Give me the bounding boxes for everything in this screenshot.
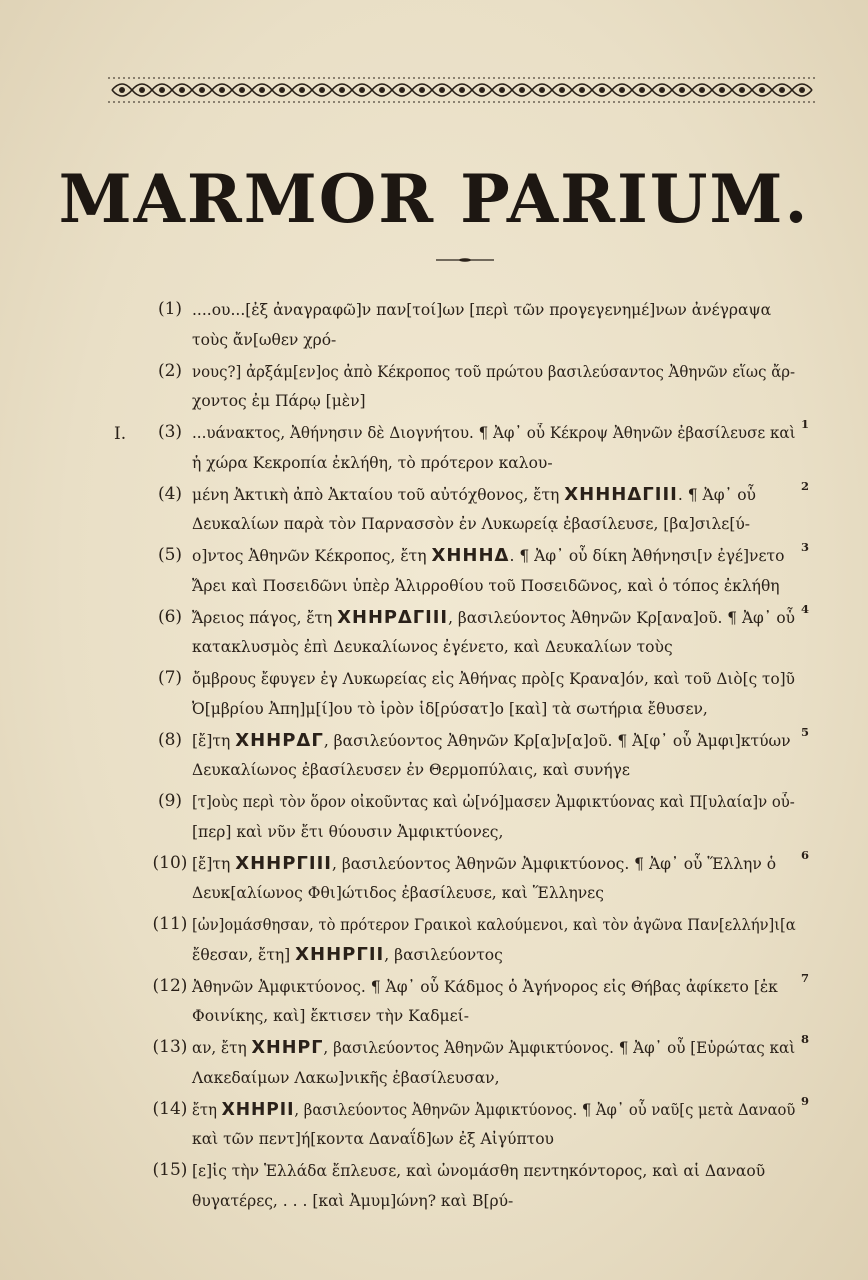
- line-text-pre: μένη Ἀκτικὴ ἀπὸ Ἀκταίου τοῦ αὐτόχθονος, ἔτη: [192, 485, 565, 504]
- line-text: [περ] καὶ νῦν ἔτι θύουσιν Ἀμφικτύονες,: [192, 822, 504, 841]
- line-text: θυγατέρες, . . . [καὶ Ἀμυμ]ώνη? καὶ Β[ρύ-: [192, 1191, 514, 1210]
- epoch-margin-number: 6: [801, 847, 810, 862]
- line-number: (8): [157, 729, 183, 750]
- line-text: Φοινίκης, καὶ] ἔκτισεν τὴν Καδμεί-: [192, 1007, 469, 1025]
- line-number: (15): [152, 1160, 188, 1180]
- inscription-line-continuation: [192, 1189, 513, 1213]
- inscription-line-continuation: [192, 1127, 554, 1151]
- inscription-line: [192, 790, 795, 814]
- line-text: [ε]ἰς τὴν Ἑλλάδα ἔπλευσε, καὶ ὠνομάσθη πεντηκόντορος, καὶ αἱ Δαναοῦ: [192, 1162, 766, 1180]
- acrophonic-numeral: ΧΗΗΡΓΙΙ: [295, 943, 385, 965]
- inscription-line-continuation: [192, 820, 503, 844]
- acrophonic-numeral: ΧΗΗΗΔ: [431, 545, 510, 566]
- inscription-line: [192, 975, 778, 999]
- epoch-margin-number: 5: [801, 724, 810, 739]
- inscription-line-continuation: [192, 758, 630, 782]
- inscription-line-continuation: [192, 881, 604, 905]
- inscription-line-continuation: [192, 1066, 500, 1090]
- page-title: MARMOR PARIUM.: [58, 160, 810, 238]
- line-text: Λακεδαίμων Λακω]νικῆς ἐβασίλευσαν,: [192, 1068, 500, 1087]
- epoch-margin-number: 8: [801, 1032, 810, 1046]
- line-text-pre: ο]ντος Ἀθηνῶν Κέκροπος, ἔτη: [192, 547, 432, 565]
- epoch-margin-number: 7: [801, 970, 810, 985]
- line-text-pre: ἔθεσαν, ἔτη]: [192, 945, 296, 964]
- inscription-line-continuation: [192, 574, 780, 598]
- line-number: (5): [157, 545, 183, 565]
- inscription-line-continuation: [192, 635, 673, 659]
- line-text-pre: [ἔ]τη: [192, 731, 236, 750]
- inscription-line: [192, 913, 796, 937]
- acrophonic-numeral: ΧΗΗΡΙΙ: [221, 1098, 295, 1120]
- line-text-pre: ἔτη: [192, 1100, 222, 1119]
- acrophonic-numeral: ΧΗΗΡΔΓ: [235, 729, 324, 751]
- line-text: ....ου...[ἐξ ἀναγραφῶ]ν παν[τοί]ων [περὶ τῶν προγεγενημέ]νων ἀνέγραψα: [192, 301, 772, 319]
- line-text: [τ]οὺς περὶ τὸν ὅρον οἰκοῦντας καὶ ὠ[νό]μασεν Ἀμφικτύονας καὶ Π[υλαία]ν οὗ-: [192, 793, 795, 811]
- line-number: (7): [157, 668, 183, 688]
- line-number: (3): [157, 422, 183, 442]
- acrophonic-numeral: ΧΗΗΡΔΓΙΙΙ: [337, 606, 449, 628]
- line-number: (14): [152, 1098, 188, 1119]
- inscription-line: [192, 421, 796, 445]
- line-text: Ἀθηνῶν Ἀμφικτύονος. ¶ Ἀφ᾽ οὗ Κάδμος ὁ Ἀγήνορος εἰς Θήβας ἀφίκετο [ἐκ: [192, 977, 778, 996]
- line-text-post: , βασιλεύοντος Ἀθηνῶν Κρ[α]ν[α]οῦ. ¶ Ἀ[φ᾽ οὗ Ἀμφι]κτύων: [323, 731, 791, 750]
- inscription-line-continuation: [192, 389, 366, 413]
- line-text: Δευκαλίωνος ἐβασίλευσεν ἐν Θερμοπύλαις, καὶ συνήγε: [192, 761, 630, 779]
- line-text-pre: Ἄρειος πάγος, ἔτη: [192, 608, 338, 627]
- line-text-post: , βασιλεύοντος: [384, 945, 503, 964]
- acrophonic-numeral: ΧΗΗΡΓ: [251, 1037, 324, 1058]
- inscription-line: [192, 852, 776, 876]
- line-number: (10): [152, 852, 188, 873]
- inscription-line-continuation: [192, 697, 708, 721]
- inscription-line: [192, 606, 795, 630]
- epoch-margin-number: 2: [801, 478, 810, 493]
- line-text-post: . ¶ Ἀφ᾽ οὗ: [677, 485, 756, 504]
- line-text: ...υάνακτος, Ἀθήνησιν δὲ Διογνήτου. ¶ Ἀφ᾽ οὗ Κέκροψ Ἀθηνῶν ἐβασίλευσε καὶ: [192, 424, 796, 442]
- epoch-margin-number: 1: [801, 417, 810, 431]
- line-text-post: . ¶ Ἀφ᾽ οὗ δίκη Ἀθήνησι[ν ἐγέ]νετο: [509, 547, 785, 565]
- line-number: (2): [157, 360, 183, 381]
- inscription-line-continuation: [192, 512, 750, 536]
- inscription-line: [192, 298, 771, 322]
- line-number: (1): [157, 299, 183, 319]
- line-number: (9): [157, 791, 183, 811]
- section-roman-numeral: I.: [114, 424, 127, 444]
- line-text-pre: αν, ἔτη: [192, 1039, 252, 1057]
- ornamental-border-icon: [108, 74, 816, 106]
- line-text: κατακλυσμὸς ἐπὶ Δευκαλίωνος ἐγένετο, καὶ Δευκαλίων τοὺς: [192, 638, 673, 656]
- inscription-line-continuation: [192, 943, 503, 967]
- inscription-line: [192, 1036, 795, 1060]
- epoch-margin-number: 3: [801, 540, 810, 554]
- line-text: χοντος ἐμ Πάρῳ [μὲν]: [192, 392, 366, 410]
- line-number: (12): [152, 975, 188, 996]
- line-number: (4): [157, 483, 183, 504]
- line-number: (11): [152, 914, 188, 934]
- line-text: ἡ χώρα Κεκροπία ἐκλήθη, τὸ πρότερον καλου-: [192, 453, 553, 472]
- line-text: ὄμβρους ἔφυγεν ἐγ Λυκωρείας εἰς Ἀθήνας πρὸ[ς Κρανα]όν, καὶ τοῦ Διὸ[ς το]ῦ: [192, 670, 795, 688]
- inscription-line: [192, 1098, 795, 1122]
- line-text: Δευκαλίων παρὰ τὸν Παρνασσὸν ἐν Λυκωρείᾳ ἐβασίλευσε, [βα]σιλε[ύ-: [192, 515, 751, 533]
- acrophonic-numeral: ΧΗΗΡΓΙΙΙ: [235, 852, 332, 874]
- inscription-line-continuation: [192, 328, 336, 352]
- line-text: Ὀ[μβρίου Ἀπη]μ[ί]ου τὸ ἱρὸν ἱδ[ρύσατ]ο [καὶ] τὰ σωτήρια ἔθυσεν,: [192, 699, 708, 718]
- inscription-line: [192, 1159, 765, 1183]
- inscription-line: [192, 729, 791, 753]
- line-text: [ὠν]ομάσθησαν, τὸ πρότερον Γραικοὶ καλούμενοι, καὶ τὸν ἀγῶνα Παν[ελλήν]ι[α: [192, 916, 796, 934]
- line-text-post: , βασιλεύοντος Ἀθηνῶν Ἀμφικτύονος. ¶ Ἀφ᾽ οὗ Ἕλλην ὁ: [331, 854, 777, 873]
- epoch-margin-number: 9: [801, 1093, 810, 1108]
- inscription-line: [192, 667, 795, 691]
- inscription-line-continuation: [192, 451, 553, 475]
- acrophonic-numeral: ΧΗΗΗΔΓΙΙΙ: [564, 483, 678, 505]
- line-number: (13): [152, 1037, 188, 1057]
- line-text-post: , βασιλεύοντος Ἀθηνῶν Ἀμφικτύονος. ¶ Ἀφ᾽ οὗ [Εὐρώτας καὶ: [323, 1039, 796, 1057]
- inscription-line: [192, 544, 784, 568]
- inscription-line: [192, 483, 756, 507]
- line-text: Ἄρει καὶ Ποσειδῶνι ὑπὲρ Ἁλιρροθίου τοῦ Ποσειδῶνος, καὶ ὁ τόπος ἐκλήθη: [192, 576, 780, 595]
- line-text-post: , βασιλεύοντος Ἀθηνῶν Ἀμφικτύονος. ¶ Ἀφ᾽ οὗ ναῦ[ς μετὰ Δαναοῦ: [294, 1100, 796, 1119]
- epoch-margin-number: 4: [801, 601, 810, 616]
- line-text-pre: [ἔ]τη: [192, 854, 236, 873]
- line-text: τοὺς ἄν[ωθεν χρό-: [192, 330, 337, 349]
- inscription-line-continuation: [192, 1004, 469, 1028]
- line-text: καὶ τῶν πεντ]ή[κοντα Δαναΐδ]ων ἐξ Αἰγύπτου: [192, 1130, 554, 1148]
- title-rule-ornament: [436, 258, 494, 262]
- inscription-line: [192, 360, 795, 384]
- line-text-post: , βασιλεύοντος Ἀθηνῶν Κρ[ανα]οῦ. ¶ Ἀφ᾽ οὗ: [448, 608, 796, 627]
- line-text: νους?] ἀρξάμ[εν]ος ἀπὸ Κέκροπος τοῦ πρώτου βασιλεύσαντος Ἀθηνῶν εἵως ἄρ-: [192, 362, 796, 381]
- line-text: Δευκ[αλίωνος Φθι]ώτιδος ἐβασίλευσε, καὶ Ἕλληνες: [192, 884, 604, 902]
- line-number: (6): [157, 606, 183, 627]
